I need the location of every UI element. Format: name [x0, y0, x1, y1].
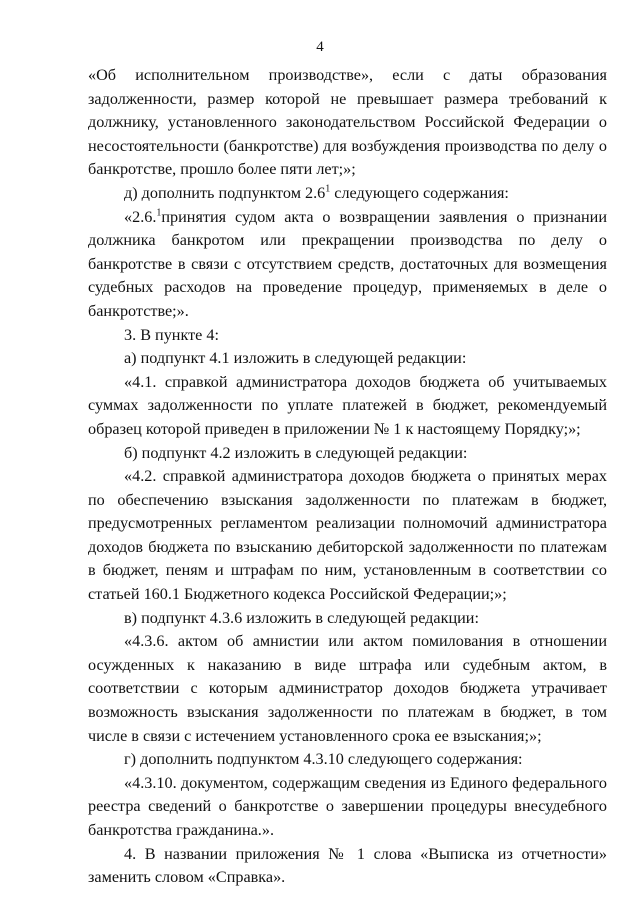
paragraph-subitem-4-1: «4.1. справкой администратора доходов бюджета об учитываемых суммах задолженности по уплате платежей в бюджет, рекомендуемый образец которой приведен в приложении № 1 к настоящему Порядку;»; [88, 372, 607, 438]
document-body [88, 64, 607, 890]
paragraph-continuation: «Об исполнительном производстве», если с даты образования задолженности, размер которой не превышает размера требований к должнику, установленного законодательством Российской Федерации о несостоятельности (банкротстве) для возбуждения производства по делу о банкротстве, прошло более пяти лет;»; [88, 66, 607, 179]
paragraph-item-3: 3. В пункте 4: [124, 325, 219, 344]
paragraph-item-v: в) подпункт 4.3.6 изложить в следующей редакции: [124, 608, 479, 627]
paragraph-item-g: г) дополнить подпунктом 4.3.10 следующего содержания: [124, 750, 523, 769]
superscript-marker: 1 [325, 183, 331, 195]
paragraph-subitem-4-3-10: «4.3.10. документом, содержащим сведения из Единого федерального реестра сведений о банкротстве о завершении процедуры внесудебного банкротства гражданина.». [88, 773, 607, 839]
superscript-marker: 1 [156, 207, 162, 219]
paragraph-item-a: а) подпункт 4.1 изложить в следующей редакции: [124, 349, 467, 368]
paragraph-subitem-4-3-6: «4.3.6. актом об амнистии или актом помилования в отношении осужденных к наказанию в виде штрафа или судебным актом, в соответствии с которым администратор доходов бюджета утрачивает возможность взыскания задолженности по платежам в бюджет, в том числе в связи с истечением установленного срока ее взыскания;»; [88, 632, 607, 745]
paragraph-item-b: б) подпункт 4.2 изложить в следующей редакции: [124, 443, 468, 462]
page-number: 4 [316, 39, 324, 55]
paragraph-subitem-2-6-1 [88, 206, 607, 324]
paragraph-item-d-text-end: следующего содержания: [330, 183, 509, 202]
paragraph-item-4: 4. В названии приложения № 1 слова «Выписка из отчетности» заменить словом «Справка». [88, 844, 607, 887]
paragraph-item-d-text-start: д) дополнить подпунктом 2.6 [124, 183, 326, 202]
paragraph-subitem-4-2: «4.2. справкой администратора доходов бюджета о принятых мерах по обеспечению взыскания задолженности по платежам в бюджет, предусмотренных регламентом реализации полномочий администратора доходов бюджета по взысканию дебиторской задолженности по платежам в бюджет, пеням и штрафам по ним, установленным в соответствии со статьей 160.1 Бюджетного кодекса Российской Федерации;»; [88, 467, 607, 604]
subitem-number: «2.6. [124, 207, 157, 226]
paragraph-item-d [88, 182, 607, 206]
subitem-text: принятия судом акта о возвращении заявления о признании должника банкротом или прекращении производства по делу о банкротстве в связи с отсутствием средств, достаточных для возмещения судебных расходов на проведение процедур, применяемых в деле о банкротстве;». [88, 207, 607, 320]
